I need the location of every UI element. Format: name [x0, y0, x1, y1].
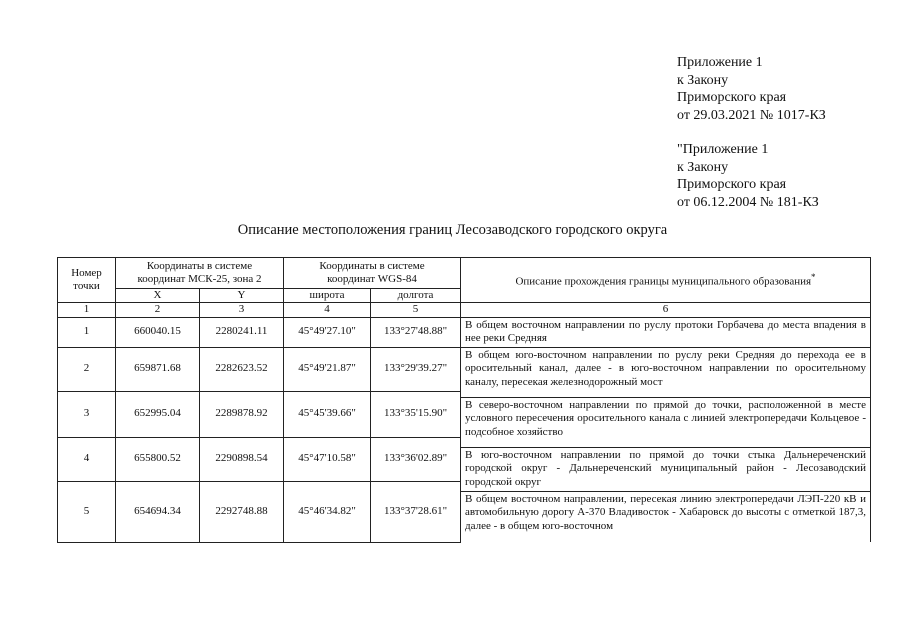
appendix-line: "Приложение 1 — [677, 142, 769, 157]
header-y: Y — [200, 289, 284, 303]
point-number: 2 — [58, 347, 116, 391]
coord-latitude: 45°49'21.87" — [284, 347, 371, 391]
column-number-row — [58, 303, 871, 318]
coord-latitude: 45°46'34.82" — [284, 481, 371, 542]
header-text: точки — [73, 280, 100, 292]
point-number: 1 — [58, 317, 116, 347]
column-number: 1 — [58, 303, 116, 318]
header-text: Координаты в системе — [146, 260, 253, 272]
appendix-line: к Закону — [677, 159, 729, 175]
coord-latitude: 45°49'27.10" — [284, 317, 371, 347]
coord-x: 655800.52 — [116, 437, 200, 481]
document-title: Описание местоположения границ Лесозаводского городского округа — [237, 222, 668, 238]
header-text: координат МСК-25, зона 2 — [137, 273, 262, 285]
coord-y: 2282623.52 — [200, 347, 284, 391]
coord-y: 2290898.54 — [200, 437, 284, 481]
header-x: X — [116, 289, 200, 303]
footnote-mark: * — [811, 272, 816, 283]
coord-x: 654694.34 — [116, 481, 200, 542]
column-number: 6 — [461, 303, 871, 318]
header-text: Координаты в системе — [319, 260, 425, 272]
table-row — [58, 317, 871, 347]
point-number: 3 — [58, 391, 116, 437]
coord-y: 2280241.11 — [200, 317, 284, 347]
header-text: Описание прохождения границы муниципального образования — [515, 275, 812, 288]
header-text: Номер — [71, 267, 102, 279]
coord-longitude: 133°29'39.27" — [371, 347, 461, 391]
column-number: 4 — [284, 303, 371, 318]
table-header-row — [58, 258, 871, 289]
boundary-description: В общем восточном направлении по руслу протоки Горбачева до места впадения в нее реки Средняя — [461, 317, 871, 347]
appendix-original-reference — [677, 141, 819, 211]
coord-x: 652995.04 — [116, 391, 200, 437]
boundary-description: В общем юго-восточном направлении по руслу реки Средняя до перехода ее в оросительный канал, далее - в юго-восточном направлении по оросительному каналу, пересекая железнодорожный мост — [461, 347, 871, 397]
coord-y: 2292748.88 — [200, 481, 284, 542]
header-text: координат WGS-84 — [327, 273, 417, 285]
table-row — [58, 347, 871, 369]
coord-x: 659871.68 — [116, 347, 200, 391]
appendix-line: Приложение 1 — [677, 55, 763, 70]
appendix-line: от 06.12.2004 № 181-КЗ — [677, 194, 819, 210]
boundary-description: В юго-восточном направлении по прямой до точки стыка Дальнереченский городской округ - Дальнереченский муниципальный район - Лесозаводский городской округ — [461, 447, 871, 491]
header-msk25 — [116, 258, 284, 289]
appendix-line: от 29.03.2021 № 1017-КЗ — [677, 107, 826, 123]
appendix-line: Приморского края — [677, 90, 787, 105]
boundary-description: В общем восточном направлении, пересекая линию электропередачи ЛЭП-220 кВ и автомобильную дорогу А-370 Владивосток - Хабаровск до высоты с отметкой 187,3, далее - в общем юго-восточном — [461, 491, 871, 542]
column-number: 5 — [371, 303, 461, 318]
coord-longitude: 133°37'28.61" — [371, 481, 461, 542]
boundary-coordinates-table — [57, 257, 871, 543]
appendix-line: к Закону — [677, 72, 729, 88]
coord-latitude: 45°47'10.58" — [284, 437, 371, 481]
coord-longitude: 133°35'15.90" — [371, 391, 461, 437]
coord-longitude: 133°36'02.89" — [371, 437, 461, 481]
boundary-description: В северо-восточном направлении по прямой до точки, расположенной в месте условного пересечения оросительного канала с линией электропередачи Кольцевое - подсобное хозяйство — [461, 397, 871, 447]
appendix-line: Приморского края — [677, 177, 787, 192]
header-wgs84 — [284, 258, 461, 289]
column-number: 3 — [200, 303, 284, 318]
column-number: 2 — [116, 303, 200, 318]
header-longitude: долгота — [371, 289, 461, 303]
appendix-current-reference — [677, 54, 826, 124]
coord-y: 2289878.92 — [200, 391, 284, 437]
header-point-number — [58, 258, 116, 303]
header-description — [461, 258, 871, 303]
point-number: 5 — [58, 481, 116, 542]
header-latitude: широта — [284, 289, 371, 303]
point-number: 4 — [58, 437, 116, 481]
coord-longitude: 133°27'48.88" — [371, 317, 461, 347]
coord-x: 660040.15 — [116, 317, 200, 347]
coord-latitude: 45°45'39.66" — [284, 391, 371, 437]
